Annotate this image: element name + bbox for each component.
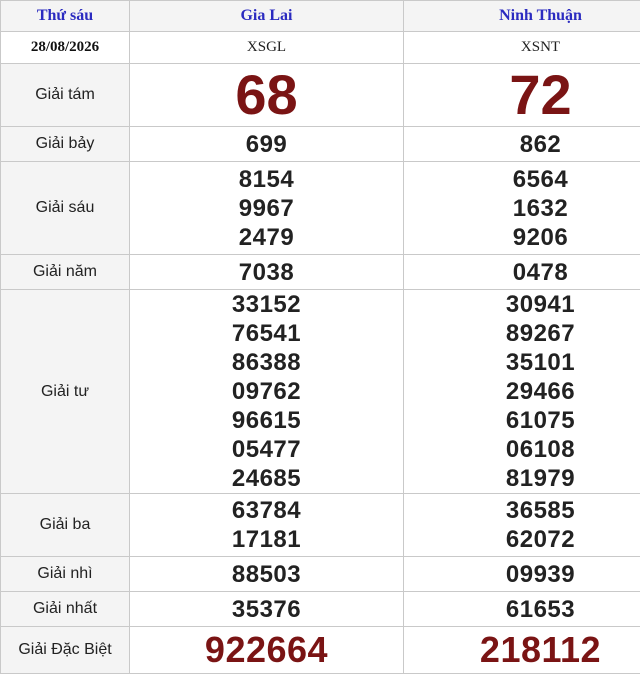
- prize-row-sau: [1, 162, 640, 255]
- prize-number: 36585: [404, 496, 640, 525]
- prize-number: 24685: [130, 464, 403, 493]
- prize-number: 61653: [404, 595, 640, 624]
- prize-cell: [130, 255, 404, 290]
- prize-number: 862: [404, 130, 640, 159]
- prize-cell: [130, 290, 404, 494]
- prize-cell: [130, 127, 404, 162]
- prize-row-tam: [1, 64, 640, 127]
- prize-row-nhat: [1, 592, 640, 627]
- prize-number: 33152: [130, 290, 403, 319]
- prize-row-nam: [1, 255, 640, 290]
- lottery-code-xsnt: XSNT: [404, 32, 640, 64]
- prize-cell: [404, 255, 640, 290]
- prize-cell: [404, 127, 640, 162]
- prize-number: 9967: [130, 194, 403, 223]
- prize-label: Giải năm: [1, 255, 130, 290]
- special-prize-number: 922664: [130, 628, 403, 672]
- prize-number: 61075: [404, 406, 640, 435]
- header-row: [1, 1, 640, 32]
- prize-number: 29466: [404, 377, 640, 406]
- prize-label: Giải tám: [1, 64, 130, 127]
- prize-number: 30941: [404, 290, 640, 319]
- prize-cell: [404, 64, 640, 127]
- prize-number: 88503: [130, 560, 403, 589]
- day-of-week-link[interactable]: Thứ sáu: [1, 1, 130, 32]
- prize-cell: [404, 592, 640, 627]
- prize-number: 76541: [130, 319, 403, 348]
- prize-number: 17181: [130, 525, 403, 554]
- prize-number: 35376: [130, 595, 403, 624]
- prize-label: Giải Đặc Biệt: [1, 627, 130, 674]
- prize-number: 1632: [404, 194, 640, 223]
- lottery-code-xsgl: XSGL: [130, 32, 404, 64]
- prize-cell: [404, 290, 640, 494]
- prize-number: 09939: [404, 560, 640, 589]
- prize-cell: [130, 592, 404, 627]
- prize-cell: [130, 64, 404, 127]
- prize-number: 63784: [130, 496, 403, 525]
- prize-number: 2479: [130, 223, 403, 252]
- prize-number: 89267: [404, 319, 640, 348]
- prize-number: 7038: [130, 258, 403, 287]
- prize-label: Giải nhì: [1, 557, 130, 592]
- special-prize-number: 218112: [404, 628, 640, 672]
- prize-number: 06108: [404, 435, 640, 464]
- prize-number: 8154: [130, 165, 403, 194]
- prize-number: 09762: [130, 377, 403, 406]
- prize-label: Giải ba: [1, 494, 130, 557]
- prize-number: 72: [404, 65, 640, 125]
- prize-row-dac-biet: [1, 627, 640, 674]
- prize-cell: [404, 494, 640, 557]
- prize-number: 81979: [404, 464, 640, 493]
- prize-cell: [404, 627, 640, 674]
- prize-label: Giải nhất: [1, 592, 130, 627]
- prize-label: Giải tư: [1, 290, 130, 494]
- prize-number: 86388: [130, 348, 403, 377]
- prize-number: 9206: [404, 223, 640, 252]
- prize-cell: [404, 162, 640, 255]
- prize-number: 68: [130, 65, 403, 125]
- prize-number: 699: [130, 130, 403, 159]
- prize-cell: [130, 494, 404, 557]
- province-link-gia-lai[interactable]: Gia Lai: [130, 1, 404, 32]
- province-link-ninh-thuan[interactable]: Ninh Thuận: [404, 1, 640, 32]
- prize-row-nhi: [1, 557, 640, 592]
- date-code-row: [1, 32, 640, 64]
- prize-number: 96615: [130, 406, 403, 435]
- prize-number: 05477: [130, 435, 403, 464]
- prize-row-bay: [1, 127, 640, 162]
- prize-cell: [130, 627, 404, 674]
- prize-cell: [130, 162, 404, 255]
- prize-cell: [130, 557, 404, 592]
- prize-row-ba: [1, 494, 640, 557]
- prize-number: 35101: [404, 348, 640, 377]
- prize-number: 62072: [404, 525, 640, 554]
- prize-number: 6564: [404, 165, 640, 194]
- prize-cell: [404, 557, 640, 592]
- prize-label: Giải sáu: [1, 162, 130, 255]
- prize-number: 0478: [404, 258, 640, 287]
- prize-label: Giải bảy: [1, 127, 130, 162]
- draw-date[interactable]: 28/08/2026: [1, 32, 130, 64]
- prize-row-tu: [1, 290, 640, 494]
